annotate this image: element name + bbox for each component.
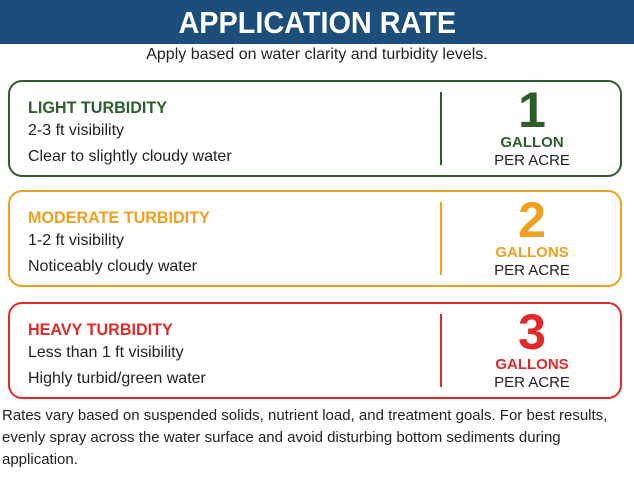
rate-amount	[444, 304, 620, 392]
card-divider	[440, 92, 442, 165]
rate-card-heavy	[8, 302, 622, 399]
visibility-text: Less than 1 ft visibility	[28, 344, 184, 361]
water-condition-text: Clear to slightly cloudy water	[28, 148, 232, 165]
card-divider	[440, 202, 442, 275]
rate-card-light	[8, 80, 622, 177]
rate-amount	[444, 82, 620, 170]
page-subtitle: Apply based on water clarity and turbidity levels.	[146, 46, 488, 63]
title-banner	[0, 0, 634, 44]
card-description	[28, 98, 420, 170]
rate-per: PER ACRE	[494, 152, 570, 169]
visibility-text: 2-3 ft visibility	[28, 122, 125, 139]
rate-per: PER ACRE	[494, 262, 570, 279]
water-condition-text: Noticeably cloudy water	[28, 258, 197, 275]
page-title: APPLICATION RATE	[178, 4, 456, 40]
rate-card-moderate	[8, 190, 622, 287]
rate-number: 2	[518, 192, 546, 248]
card-heading: LIGHT TURBIDITY	[28, 98, 168, 117]
footnote-text: Rates vary based on suspended solids, nutrient load, and treatment goals. For best results, evenly spray across the water surface and avoid disturbing bottom sediments during application.	[2, 407, 608, 468]
card-description	[28, 208, 420, 280]
water-condition-text: Highly turbid/green water	[28, 370, 206, 387]
card-divider	[440, 314, 442, 387]
rate-number: 1	[518, 82, 546, 138]
card-description	[28, 320, 420, 392]
rate-unit: GALLON	[500, 134, 564, 151]
rate-unit: GALLONS	[495, 244, 569, 261]
visibility-text: 1-2 ft visibility	[28, 232, 125, 249]
card-heading: MODERATE TURBIDITY	[28, 208, 210, 227]
rate-unit: GALLONS	[495, 356, 569, 373]
card-heading: HEAVY TURBIDITY	[28, 320, 173, 339]
rate-number: 3	[518, 304, 546, 360]
rate-amount	[444, 192, 620, 280]
rate-per: PER ACRE	[494, 374, 570, 391]
